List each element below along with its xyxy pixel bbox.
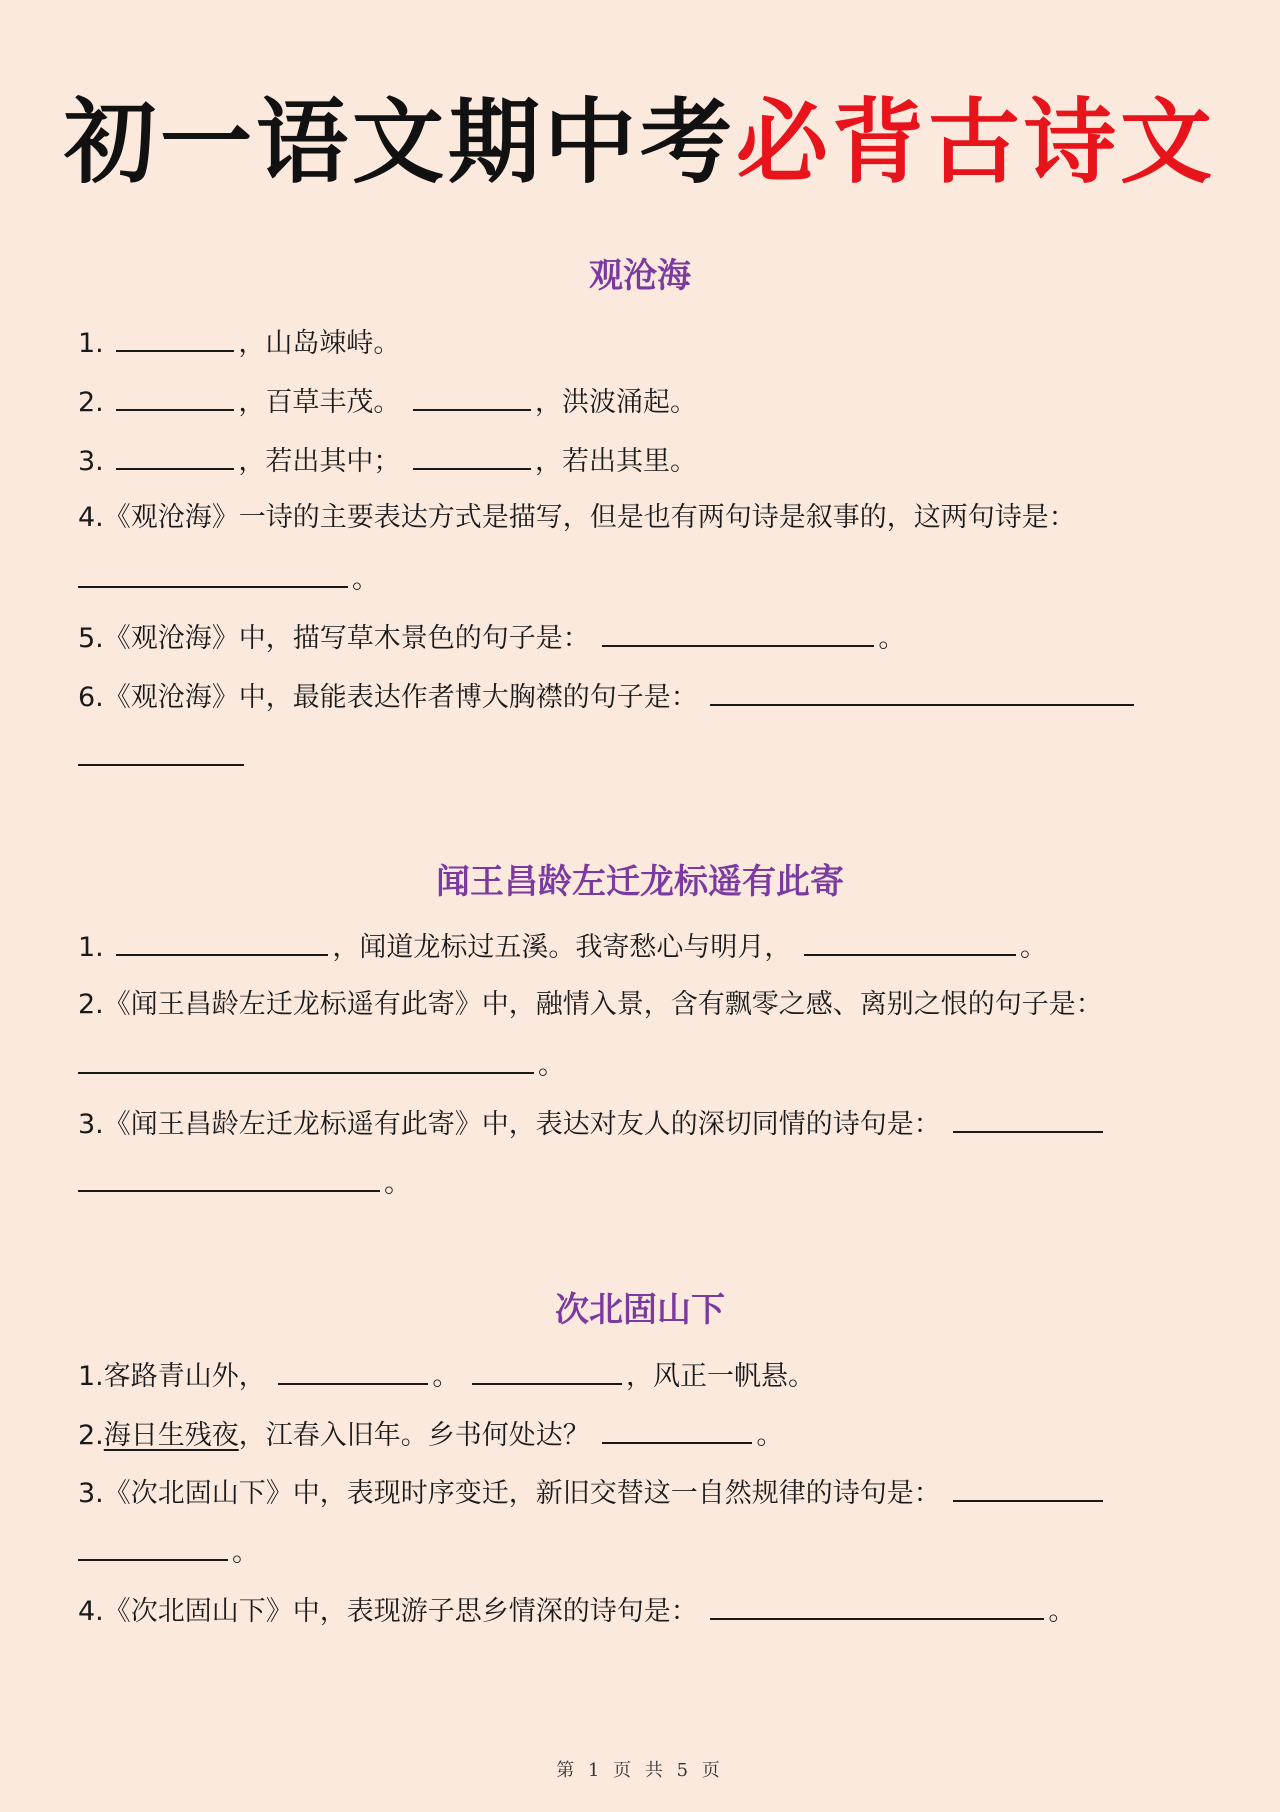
answer-blank[interactable] — [116, 440, 234, 470]
answer-blank[interactable] — [116, 381, 234, 411]
question-line-continued — [78, 736, 248, 778]
answer-blank[interactable] — [78, 1162, 380, 1192]
question-line-continued: 。 — [78, 1162, 411, 1204]
answer-blank[interactable] — [472, 1355, 622, 1385]
answer-blank[interactable] — [78, 1044, 534, 1074]
question-line: 6.《观沧海》中，最能表达作者博大胸襟的句子是： — [78, 676, 1138, 718]
answer-blank[interactable] — [602, 1414, 752, 1444]
question-line: 1.客路青山外， 。 ，风正一帆悬。 — [78, 1355, 815, 1397]
question-line: 1. ，闻道龙标过五溪。我寄愁心与明月， 。 — [78, 926, 1047, 968]
section-title-cibeigushanxia: 次北固山下 — [555, 1290, 725, 1330]
question-line: 2.《闻王昌龄左迁龙标遥有此寄》中，融情入景，含有飘零之感、离别之恨的句子是： — [78, 989, 1103, 1020]
answer-blank[interactable] — [710, 676, 1134, 706]
section-title-wenwangchangling: 闻王昌龄左迁龙标遥有此寄 — [436, 862, 844, 902]
question-line: 4.《次北固山下》中，表现游子思乡情深的诗句是： 。 — [78, 1590, 1075, 1632]
question-line: 3.《闻王昌龄左迁龙标遥有此寄》中，表达对友人的深切同情的诗句是： — [78, 1103, 1107, 1145]
answer-blank[interactable] — [78, 1531, 228, 1561]
answer-blank[interactable] — [602, 617, 874, 647]
answer-blank[interactable] — [278, 1355, 428, 1385]
page-number-footer: 第 1 页 共 5 页 — [556, 1760, 724, 1781]
answer-blank[interactable] — [116, 926, 328, 956]
answer-blank[interactable] — [116, 322, 234, 352]
answer-blank[interactable] — [953, 1103, 1103, 1133]
answer-blank[interactable] — [710, 1590, 1044, 1620]
question-line: 3. ，若出其中； ，若出其里。 — [78, 440, 697, 482]
underlined-phrase: 海日生残夜 — [103, 1420, 239, 1451]
question-line-continued: 。 — [78, 1044, 565, 1086]
question-line: 5.《观沧海》中，描写草木景色的句子是： 。 — [78, 617, 905, 659]
question-line: 1. ，山岛竦峙。 — [78, 322, 400, 364]
section-title-guancanghai: 观沧海 — [589, 256, 691, 296]
answer-blank[interactable] — [953, 1472, 1103, 1502]
question-line: 2.海日生残夜，江春入旧年。乡书何处达？ 。 — [78, 1414, 783, 1456]
page-title-part2: 必背古诗文 — [736, 89, 1217, 196]
question-line-continued: 。 — [78, 1531, 259, 1573]
answer-blank[interactable] — [78, 558, 348, 588]
page-title — [0, 88, 1280, 198]
question-line-continued: 。 — [78, 558, 379, 600]
question-line: 2. ，百草丰茂。 ，洪波涌起。 — [78, 381, 697, 423]
answer-blank[interactable] — [804, 926, 1016, 956]
answer-blank[interactable] — [413, 440, 531, 470]
question-line: 3.《次北固山下》中，表现时序变迁，新旧交替这一自然规律的诗句是： — [78, 1472, 1107, 1514]
question-line: 4.《观沧海》一诗的主要表达方式是描写，但是也有两句诗是叙事的，这两句诗是： — [78, 502, 1076, 533]
answer-blank[interactable] — [78, 736, 244, 766]
page-title-part1: 初一语文期中考 — [63, 89, 736, 196]
answer-blank[interactable] — [413, 381, 531, 411]
